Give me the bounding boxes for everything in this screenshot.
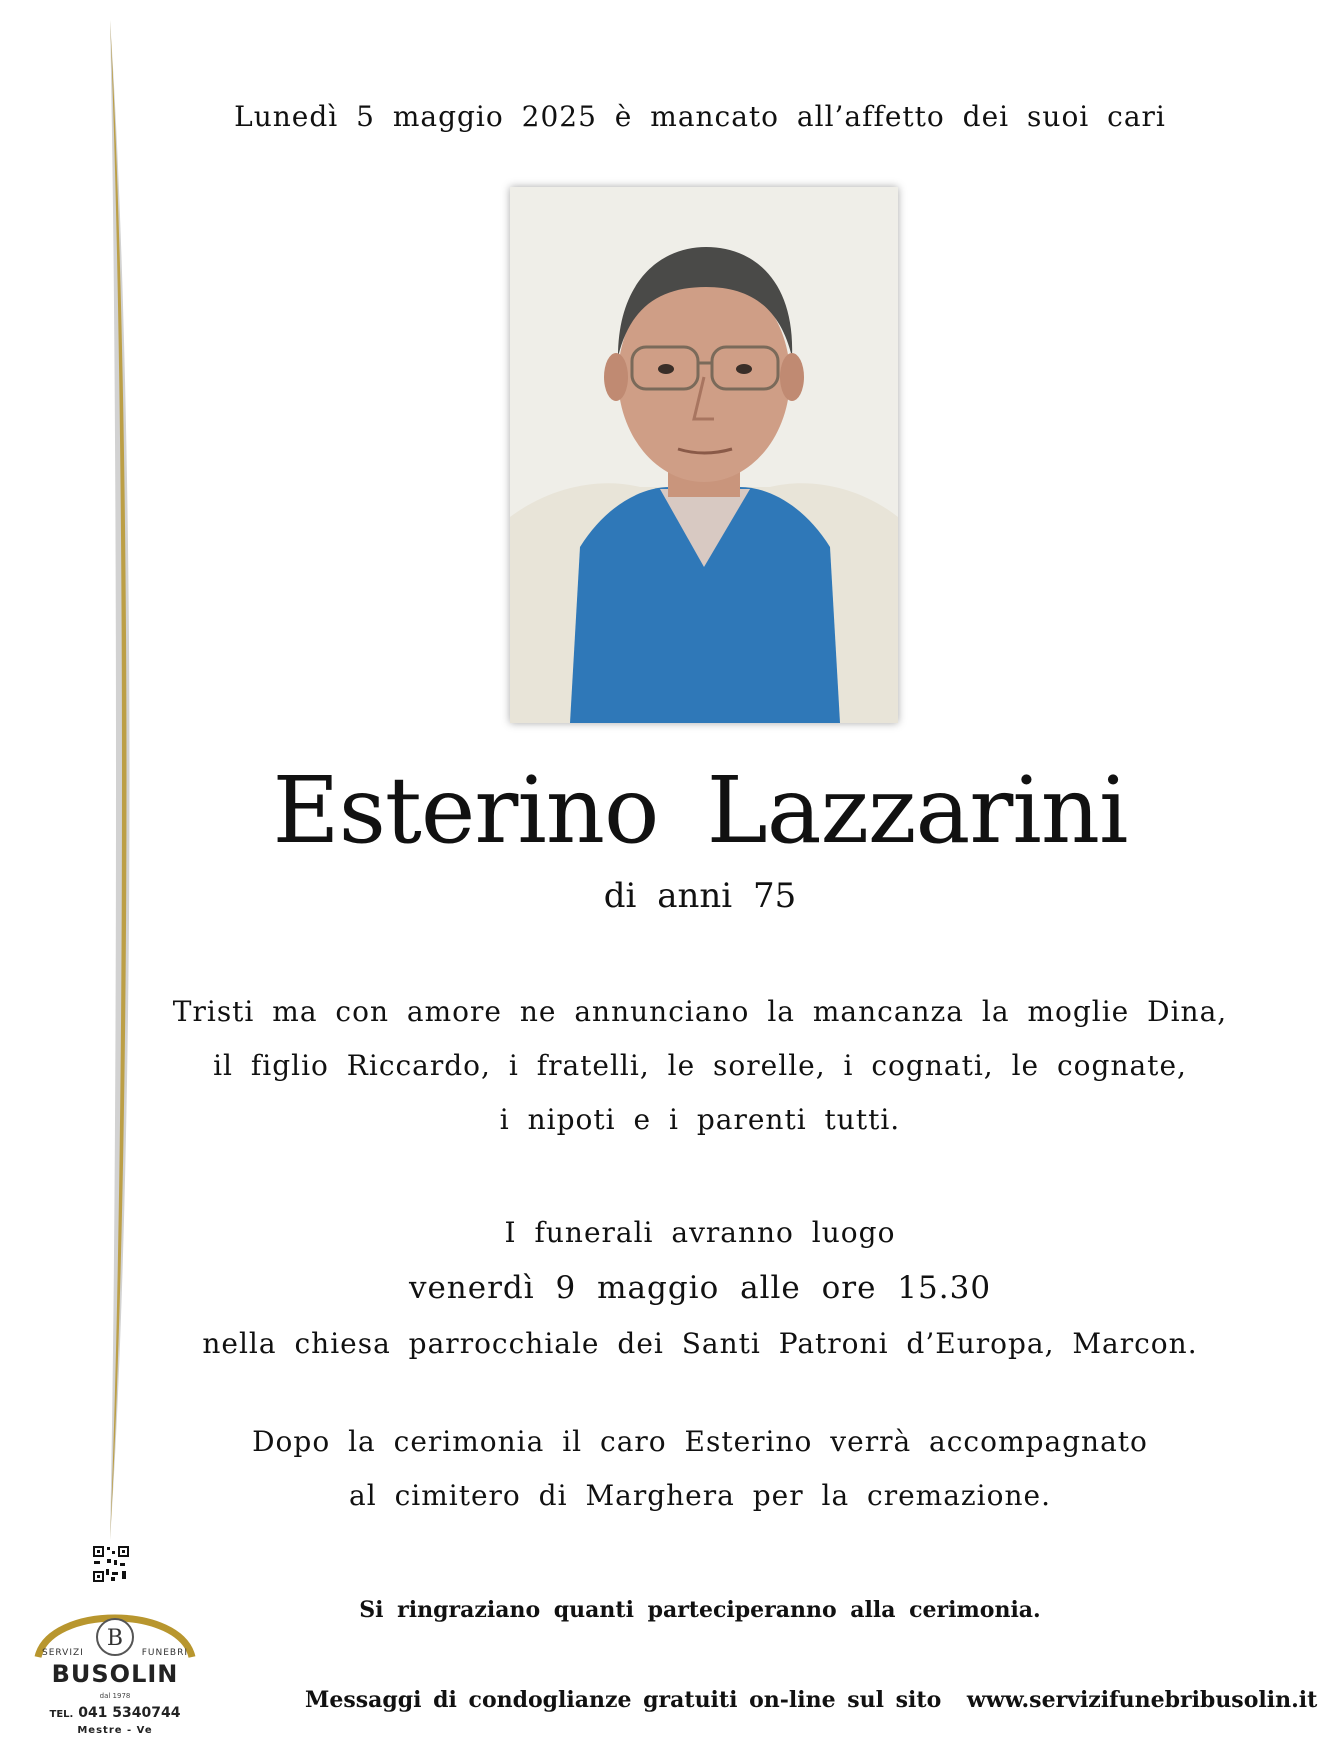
logo-phone [30, 1705, 200, 1721]
phone-label: TEL. [49, 1709, 74, 1720]
announcement-line: Tristi ma con amore ne annunciano la mancanza la moglie Dina, [172, 995, 1228, 1028]
deceased-name: Esterino Lazzarini [272, 757, 1128, 864]
funeral-line: I funerali avranno luogo [504, 1216, 896, 1249]
busolin-logo [30, 1545, 200, 1745]
age-text: di anni 75 [603, 876, 797, 916]
logo-funebri: FUNEBRI [141, 1648, 188, 1658]
qr-code-icon[interactable] [92, 1545, 130, 1583]
logo-brand: BUSOLIN [51, 1660, 179, 1688]
portrait-photo [510, 187, 898, 723]
monogram-text: B [106, 1626, 124, 1651]
logo-subtitle [42, 1648, 188, 1658]
phone-number[interactable]: 041 5340744 [78, 1705, 181, 1721]
ceremony-line: Dopo la cerimonia il caro Esterino verrà accompagnato [252, 1425, 1148, 1458]
intro-text: Lunedì 5 maggio 2025 è mancato all’affetto dei suoi cari [234, 100, 1166, 133]
funeral-location: nella chiesa parrocchiale dei Santi Patroni d’Europa, Marcon. [202, 1327, 1198, 1360]
thanks-text: Si ringraziano quanti parteciperanno alla cerimonia. [359, 1597, 1041, 1623]
condolences-text: Messaggi di condoglianze gratuiti on-line sul sito [305, 1687, 942, 1713]
announcement-line: il figlio Riccardo, i fratelli, le sorelle, i cognati, le cognate, [213, 1049, 1187, 1082]
funeral-date: venerdì 9 maggio alle ore 15.30 [408, 1270, 992, 1306]
website-link[interactable]: www.servizifunebribusolin.it [966, 1687, 1318, 1713]
condolences-message [305, 1687, 1317, 1713]
announcement-line: i nipoti e i parenti tutti. [499, 1103, 901, 1136]
ceremony-line: al cimitero di Marghera per la cremazione. [349, 1479, 1051, 1512]
logo-since: dal 1978 [99, 1692, 131, 1700]
logo-city: Mestre - Ve [77, 1725, 153, 1736]
logo-servizi: SERVIZI [42, 1648, 84, 1658]
